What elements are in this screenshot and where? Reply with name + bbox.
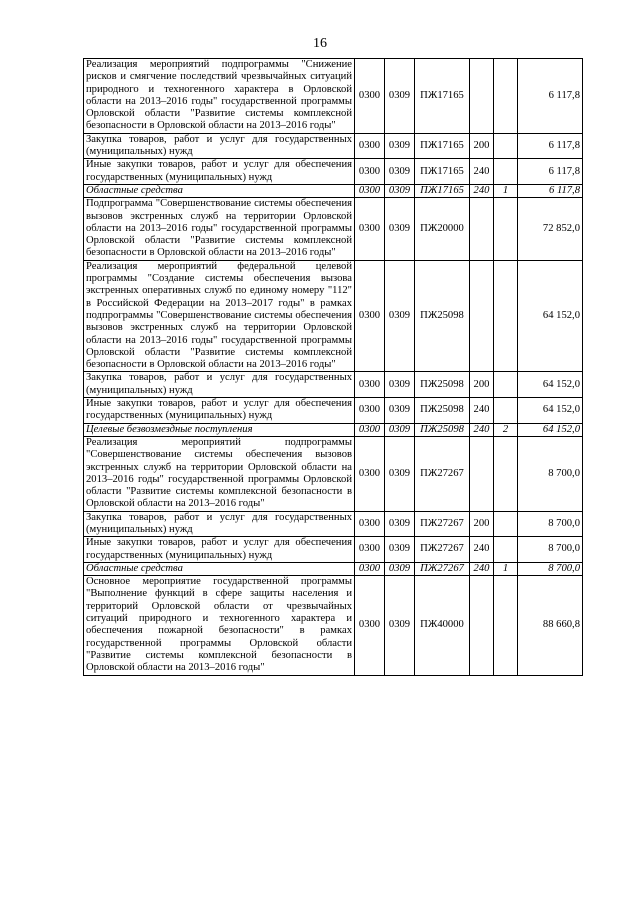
- row-subsection-code: 0309: [385, 423, 415, 436]
- row-expense-type: 240: [470, 184, 494, 197]
- row-target-article: ПЖ27267: [415, 436, 470, 511]
- row-funding-source: [494, 576, 518, 675]
- row-section-code: 0300: [355, 562, 385, 575]
- budget-table-body: [84, 59, 583, 676]
- row-section-code: 0300: [355, 184, 385, 197]
- table-row: [84, 511, 583, 537]
- table-row: [84, 537, 583, 563]
- table-row: [84, 59, 583, 134]
- table-row: [84, 198, 583, 260]
- row-funding-source: [494, 537, 518, 563]
- row-description: Подпрограмма "Совершенствование системы обеспечения вызовов экстренных служб на территории Орловской области на 2013–2016 годы" государственной программы Орловской области "Развитие системы комплексной безопасности в Орловской области на 2013–2016 годы": [84, 198, 355, 260]
- row-amount: 6 117,8: [518, 59, 583, 134]
- row-amount: 72 852,0: [518, 198, 583, 260]
- row-description: Реализация мероприятий подпрограммы "Совершенствование системы обеспечения вызовов экстренных служб на территории Орловской области на 2013–2016 годы" государственной программы Орловской области "Развитие системы комплексной безопасности в Орловской области на 2013–2016 годы": [84, 436, 355, 511]
- row-target-article: ПЖ25098: [415, 260, 470, 372]
- row-funding-source: [494, 260, 518, 372]
- row-section-code: 0300: [355, 198, 385, 260]
- row-expense-type: [470, 59, 494, 134]
- row-funding-source: [494, 398, 518, 424]
- row-funding-source: 1: [494, 562, 518, 575]
- budget-table: [83, 58, 583, 676]
- row-funding-source: [494, 372, 518, 398]
- row-target-article: ПЖ25098: [415, 372, 470, 398]
- row-amount: 8 700,0: [518, 436, 583, 511]
- table-row: [84, 562, 583, 575]
- table-row: [84, 398, 583, 424]
- row-subsection-code: 0309: [385, 159, 415, 185]
- row-funding-source: [494, 159, 518, 185]
- row-funding-source: [494, 59, 518, 134]
- row-subsection-code: 0309: [385, 576, 415, 675]
- row-expense-type: [470, 436, 494, 511]
- row-target-article: ПЖ27267: [415, 562, 470, 575]
- table-row: [84, 133, 583, 159]
- row-amount: 6 117,8: [518, 159, 583, 185]
- row-description: Реализация мероприятий федеральной целевой программы "Создание системы обеспечения вызова экстренных оперативных служб по единому номеру "112" в Российской Федерации на 2013–2017 годы" в рамках подпрограммы "Совершенствование системы обеспечения вызовов экстренных служб на территории Орловской области на 2013–2016 годы" государственной программы Орловской области "Развитие системы комплексной безопасности в Орловской области на 2013–2016 годы": [84, 260, 355, 372]
- row-amount: 64 152,0: [518, 398, 583, 424]
- row-expense-type: [470, 576, 494, 675]
- row-description: Иные закупки товаров, работ и услуг для обеспечения государственных (муниципальных) нужд: [84, 159, 355, 185]
- table-row: [84, 260, 583, 372]
- table-row: [84, 159, 583, 185]
- row-description: Закупка товаров, работ и услуг для государственных (муниципальных) нужд: [84, 511, 355, 537]
- row-funding-source: 1: [494, 184, 518, 197]
- row-description: Основное мероприятие государственной программы "Выполнение функций в сфере защиты населения и территорий Орловской области от чрезвычайных ситуаций природного и техногенного характера и обеспечения пожарной безопасности" в рамках государственной программы Орловской области "Развитие системы комплексной безопасности в Орловской области на 2013–2016 годы": [84, 576, 355, 675]
- row-target-article: ПЖ17165: [415, 133, 470, 159]
- row-expense-type: 240: [470, 159, 494, 185]
- row-target-article: ПЖ17165: [415, 159, 470, 185]
- row-funding-source: [494, 436, 518, 511]
- row-section-code: 0300: [355, 576, 385, 675]
- row-expense-type: 200: [470, 372, 494, 398]
- row-expense-type: 200: [470, 511, 494, 537]
- row-subsection-code: 0309: [385, 398, 415, 424]
- row-funding-source: 2: [494, 423, 518, 436]
- row-subsection-code: 0309: [385, 133, 415, 159]
- row-subsection-code: 0309: [385, 372, 415, 398]
- row-target-article: ПЖ25098: [415, 398, 470, 424]
- row-target-article: ПЖ17165: [415, 184, 470, 197]
- row-section-code: 0300: [355, 260, 385, 372]
- row-section-code: 0300: [355, 436, 385, 511]
- row-target-article: ПЖ25098: [415, 423, 470, 436]
- row-description: Закупка товаров, работ и услуг для государственных (муниципальных) нужд: [84, 133, 355, 159]
- row-expense-type: 240: [470, 398, 494, 424]
- row-section-code: 0300: [355, 398, 385, 424]
- row-amount: 64 152,0: [518, 372, 583, 398]
- row-amount: 8 700,0: [518, 562, 583, 575]
- row-target-article: ПЖ27267: [415, 537, 470, 563]
- row-amount: 64 152,0: [518, 423, 583, 436]
- row-amount: 6 117,8: [518, 184, 583, 197]
- row-description: Иные закупки товаров, работ и услуг для обеспечения государственных (муниципальных) нужд: [84, 537, 355, 563]
- row-subsection-code: 0309: [385, 198, 415, 260]
- row-description: Реализация мероприятий подпрограммы "Снижение рисков и смягчение последствий чрезвычайных ситуаций природного и техногенного характера в Орловской области на 2013–2016 годы" государственной программы Орловской области "Развитие системы комплексной безопасности в Орловской области на 2013–2016 годы": [84, 59, 355, 134]
- row-expense-type: 240: [470, 423, 494, 436]
- table-row: [84, 436, 583, 511]
- row-description: Областные средства: [84, 184, 355, 197]
- row-section-code: 0300: [355, 511, 385, 537]
- row-target-article: ПЖ20000: [415, 198, 470, 260]
- row-expense-type: 240: [470, 562, 494, 575]
- row-subsection-code: 0309: [385, 436, 415, 511]
- row-amount: 6 117,8: [518, 133, 583, 159]
- row-subsection-code: 0309: [385, 184, 415, 197]
- row-expense-type: [470, 260, 494, 372]
- row-target-article: ПЖ27267: [415, 511, 470, 537]
- page-number: 16: [313, 36, 327, 51]
- row-subsection-code: 0309: [385, 537, 415, 563]
- row-expense-type: [470, 198, 494, 260]
- row-subsection-code: 0309: [385, 59, 415, 134]
- row-amount: 8 700,0: [518, 511, 583, 537]
- row-description: Областные средства: [84, 562, 355, 575]
- row-expense-type: 240: [470, 537, 494, 563]
- row-funding-source: [494, 511, 518, 537]
- row-amount: 64 152,0: [518, 260, 583, 372]
- table-row: [84, 372, 583, 398]
- row-subsection-code: 0309: [385, 260, 415, 372]
- row-amount: 88 660,8: [518, 576, 583, 675]
- row-section-code: 0300: [355, 423, 385, 436]
- row-target-article: ПЖ40000: [415, 576, 470, 675]
- table-row: [84, 184, 583, 197]
- row-subsection-code: 0309: [385, 562, 415, 575]
- row-section-code: 0300: [355, 537, 385, 563]
- row-description: Закупка товаров, работ и услуг для государственных (муниципальных) нужд: [84, 372, 355, 398]
- row-section-code: 0300: [355, 159, 385, 185]
- row-description: Иные закупки товаров, работ и услуг для обеспечения государственных (муниципальных) нужд: [84, 398, 355, 424]
- row-description: Целевые безвозмездные поступления: [84, 423, 355, 436]
- row-section-code: 0300: [355, 133, 385, 159]
- row-amount: 8 700,0: [518, 537, 583, 563]
- row-funding-source: [494, 133, 518, 159]
- table-row: [84, 576, 583, 675]
- row-target-article: ПЖ17165: [415, 59, 470, 134]
- row-section-code: 0300: [355, 372, 385, 398]
- table-row: [84, 423, 583, 436]
- row-section-code: 0300: [355, 59, 385, 134]
- row-funding-source: [494, 198, 518, 260]
- row-subsection-code: 0309: [385, 511, 415, 537]
- row-expense-type: 200: [470, 133, 494, 159]
